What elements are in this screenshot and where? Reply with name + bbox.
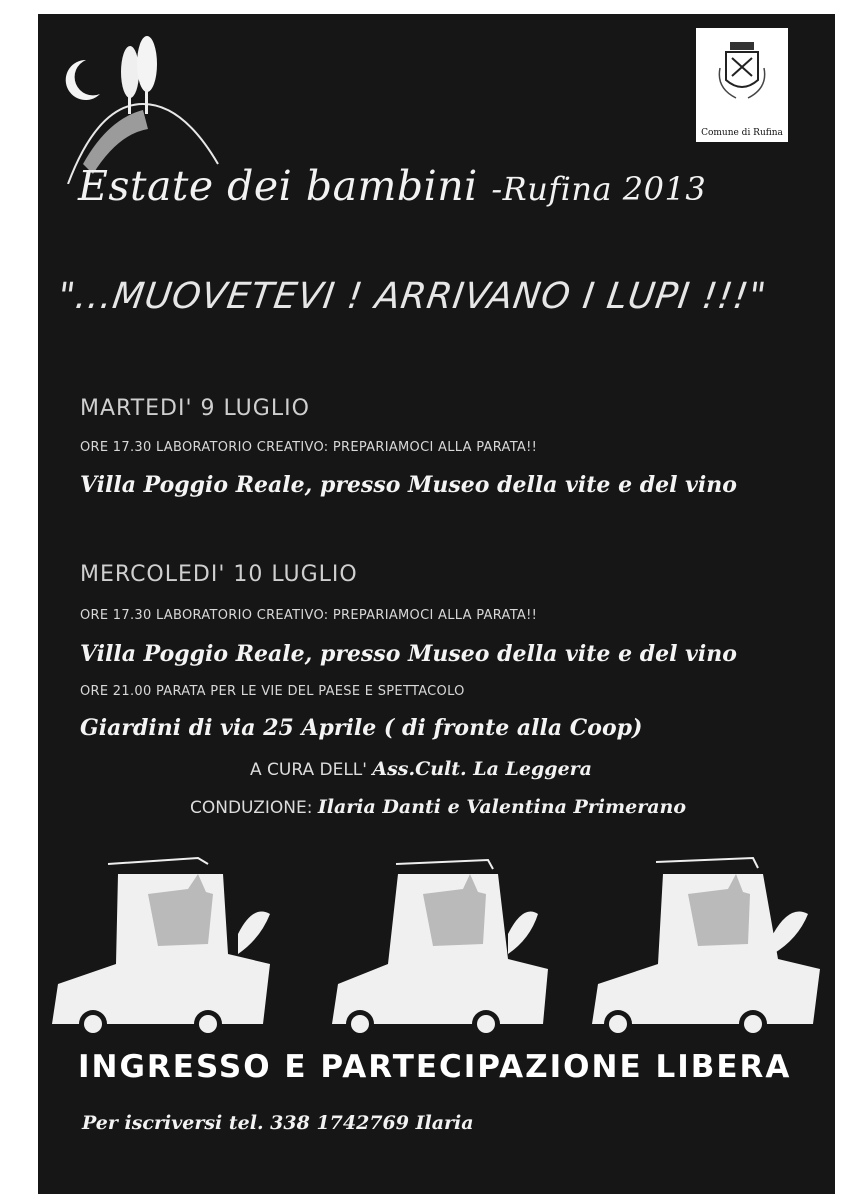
event-2-activity: ORE 17.30 LABORATORIO CREATIVO: PREPARIAMOCI ALLA PARATA!! [80, 608, 538, 623]
wolf-car-3 [592, 858, 820, 1038]
curator-name: Ass.Cult. La Leggera [372, 758, 592, 780]
entry-notice: INGRESSO E PARTECIPAZIONE LIBERA [78, 1049, 792, 1085]
tree-icon [137, 36, 157, 92]
logo-label: Comune di Rufina [701, 128, 783, 138]
coat-of-arms-icon [696, 28, 788, 118]
title-main: Estate dei bambini [78, 162, 478, 210]
tree-icon [121, 46, 139, 98]
event-1-place: Villa Poggio Reale, presso Museo della vite e del vino [80, 472, 737, 498]
contact-line: Per iscriversi tel. 338 1742769 Ilaria [82, 1112, 474, 1134]
event-1-day: MARTEDI' 9 LUGLIO [80, 396, 310, 421]
moon-icon [66, 60, 100, 100]
curator-line [250, 758, 592, 780]
event-2-day: MERCOLEDI' 10 LUGLIO [80, 562, 358, 587]
conduction-prefix: CONDUZIONE: [190, 798, 313, 818]
slogan: "...MUOVETEVI ! ARRIVANO I LUPI !!!" [55, 276, 770, 317]
wolf-car-2 [332, 860, 548, 1038]
event-1-activity: ORE 17.30 LABORATORIO CREATIVO: PREPARIAMOCI ALLA PARATA!! [80, 440, 538, 455]
poster [38, 14, 835, 1194]
wolf-cars-illustration [38, 834, 835, 1049]
event-2-activity-2: ORE 21.00 PARATA PER LE VIE DEL PAESE E SPETTACOLO [80, 684, 465, 699]
title-suffix: -Rufina 2013 [491, 170, 707, 208]
event-2-place-2: Giardini di via 25 Aprile ( di fronte alla Coop) [80, 715, 643, 741]
page-title [78, 162, 818, 210]
conduction-line [190, 796, 686, 818]
conduction-names: Ilaria Danti e Valentina Primerano [317, 796, 687, 818]
municipality-logo [696, 28, 788, 142]
event-2-place: Villa Poggio Reale, presso Museo della vite e del vino [80, 641, 737, 667]
wolf-car-1 [52, 858, 270, 1038]
curator-prefix: A CURA DELL' [250, 760, 367, 780]
